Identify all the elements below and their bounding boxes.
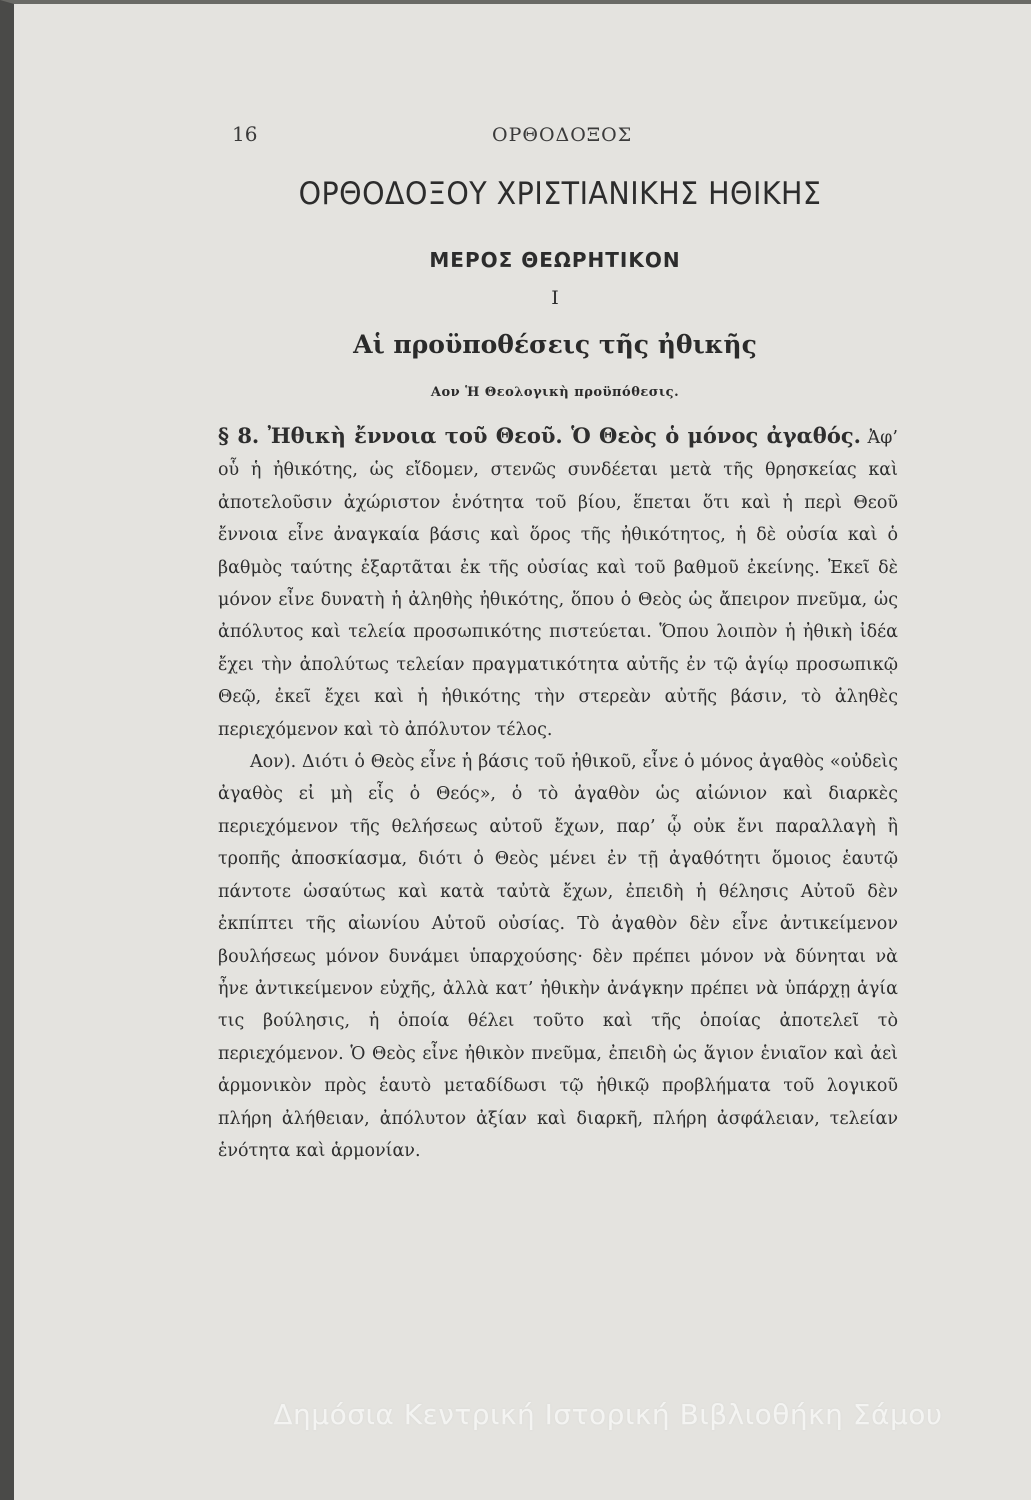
- section-numeral: Ι: [551, 287, 559, 309]
- paragraph-2: Αον). Διότι ὁ Θεὸς εἶνε ἡ βάσις τοῦ ἠθικοῦ, εἶνε ὁ μόνος ἀγαθὸς «οὐδεὶς ἀγαθὸς εἰ μὴ εἷς ὁ Θεός», ὁ τὸ ἀγαθὸν ὡς αἰώνιον καὶ διαρκὲς περιεχόμενον τῆς θελήσεως αὐτοῦ ἔχων, παρ’ ᾧ οὐκ ἔνι παραλλαγὴ ἢ τροπῆς ἀποσκίασμα, διότι ὁ Θεὸς μένει ἐν τῇ ἀγαθότητι ὅμοιος ἑαυτῷ πάντοτε ὡσαύτως καὶ κατὰ ταὐτὰ ἔχων, ἐπειδὴ ἡ θέλησις Αὐτοῦ δὲν ἐκπίπτει τῆς αἰωνίου Αὐτοῦ οὐσίας. Τὸ ἀγαθὸν δὲν εἶνε ἀντικείμενον βουλήσεως μόνον δυνάμει ὑπαρχούσης· δὲν πρέπει μόνον νὰ δύνηται νὰ ἦνε ἀντικείμενον εὐχῆς, ἀλλὰ κατ’ ἠθικὴν ἀνάγκην πρέπει νὰ ὑπάρχῃ ἁγία τις βούλησις, ἡ ὁποία θέλει τοῦτο καὶ τῆς ὁποίας ἀποτελεῖ τὸ περιεχόμενον. Ὁ Θεὸς εἶνε ἠθικὸν πνεῦμα, ἐπειδὴ ὡς ἅγιον ἑνιαῖον καὶ ἀεὶ ἁρμονικὸν πρὸς ἑαυτὸ μεταδίδωσι τῷ ἠθικῷ προβλήματα τοῦ λογικοῦ πλήρη ἀλήθειαν, ἀπόλυτον ἀξίαν καὶ διαρκῆ, πλήρη ἀσφάλειαν, τελείαν ἑνότητα καὶ ἁρμονίαν.: [218, 752, 898, 1161]
- page-number: 16: [232, 122, 258, 146]
- sub-heading: Αον Ἡ Θεολογικὴ προϋπόθεσις.: [430, 385, 680, 400]
- page-header: [232, 122, 932, 152]
- paragraph-1: [218, 420, 898, 746]
- running-head: ΟΡΘΟΔΟΞΟΣ: [492, 124, 633, 146]
- paragraph-1-text: Ἀφ’ οὗ ἡ ἠθικότης, ὡς εἴδομεν, στενῶς συνδέεται μετὰ τῆς θρησκείας καὶ ἀποτελοῦσιν ἀχώριστον ἑνότητα τοῦ βίου, ἕπεται ὅτι καὶ ἡ περὶ Θεοῦ ἔννοια εἶνε ἀναγκαία βάσις καὶ ὅρος τῆς ἠθικότητος, ἡ δὲ οὐσία καὶ ὁ βαθμὸς ταύτης ἐξαρτᾶται ἐκ τῆς οὐσίας καὶ τοῦ βαθμοῦ ἐκείνης. Ἐκεῖ δὲ μόνον εἶνε δυνατὴ ἡ ἀληθὴς ἠθικότης, ὅπου ὁ Θεὸς ὡς ἄπειρον πνεῦμα, ὡς ἀπόλυτος καὶ τελεία προσωπικότης πιστεύεται. Ὅπου λοιπὸν ἡ ἠθικὴ ἰδέα ἔχει τὴν ἀπολύτως τελείαν πραγματικότητα αὐτῆς ἐν τῷ ἁγίῳ προσωπικῷ Θεῷ, ἐκεῖ ἔχει καὶ ἡ ἠθικότης τὴν στερεὰν αὐτῆς βάσιν, τὸ ἀληθὲς περιεχόμενον καὶ τὸ ἀπόλυτον τέλος.: [218, 428, 898, 740]
- library-watermark: Δημόσια Κεντρική Ιστορική Βιβλιοθήκη Σάμου: [273, 1398, 943, 1431]
- main-title: ΟΡΘΟΔΟΞΟΥ ΧΡΙΣΤΙΑΝΙΚΗΣ ΗΘΙΚΗΣ: [298, 176, 822, 212]
- section-heading: § 8. Ἠθικὴ ἔννοια τοῦ Θεοῦ. Ὁ Θεὸς ὁ μόνος ἀγαθός.: [218, 423, 861, 448]
- part-title: ΜΕΡΟΣ ΘΕΩΡΗΤΙΚΟΝ: [429, 248, 681, 272]
- body-text: [218, 420, 898, 1167]
- chapter-title: Αἱ προϋποθέσεις τῆς ἠθικῆς: [353, 330, 757, 359]
